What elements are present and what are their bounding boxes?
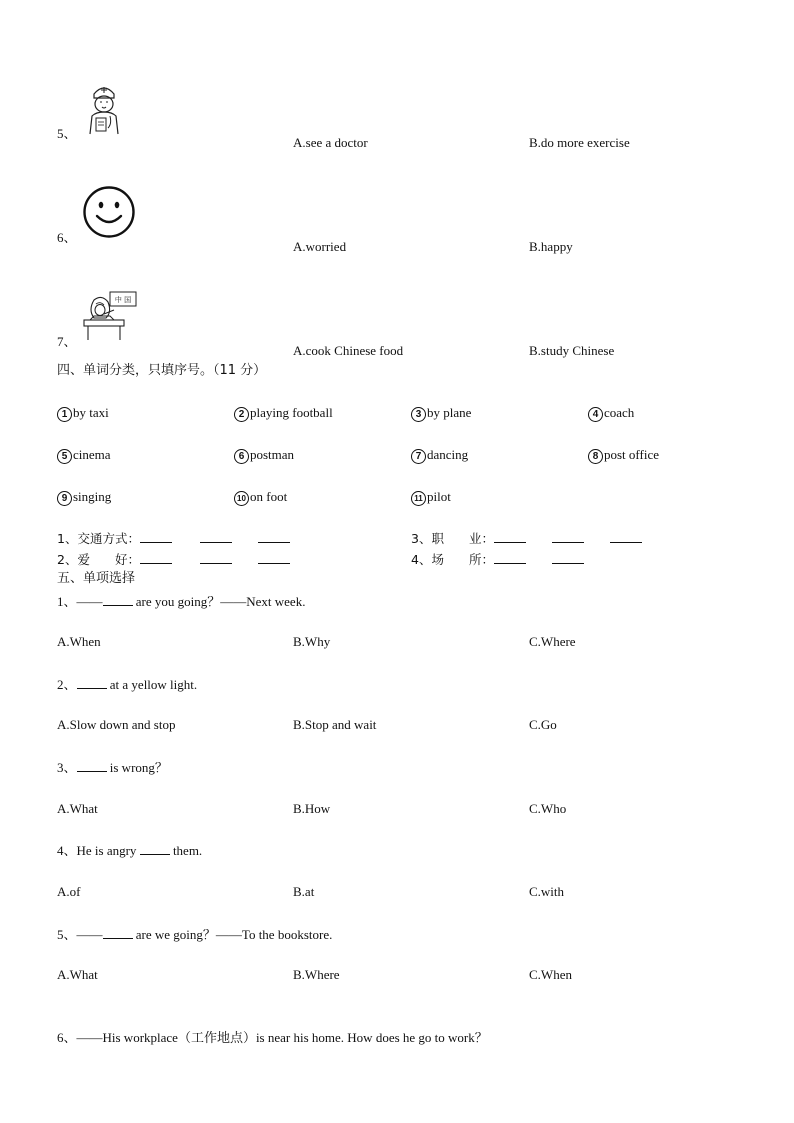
question-stem: [57, 676, 197, 693]
circled-number: 1: [57, 407, 72, 422]
circled-number: 2: [234, 407, 249, 422]
category-label: 4、场 所：: [411, 552, 494, 567]
circled-number: 3: [411, 407, 426, 422]
answer-blank[interactable]: [258, 551, 290, 564]
option-c[interactable]: C.When: [529, 967, 572, 982]
word-text: cinema: [73, 447, 111, 462]
word-text: dancing: [427, 447, 469, 462]
circled-number: 5: [57, 449, 72, 464]
question-suffix: is wrong？: [106, 760, 168, 775]
question-suffix: them.: [169, 843, 203, 858]
answer-blank[interactable]: [140, 530, 172, 543]
option-c[interactable]: C.Go: [529, 717, 557, 732]
word-text: pilot: [427, 489, 451, 504]
option-a[interactable]: A.see a doctor: [293, 135, 368, 150]
word-text: by taxi: [73, 405, 109, 420]
option-a[interactable]: A.worried: [293, 239, 347, 254]
option-a[interactable]: A.What: [57, 967, 98, 982]
answer-blank[interactable]: [552, 530, 584, 543]
word-text: coach: [604, 405, 635, 420]
doctor-icon: [84, 80, 124, 136]
word-item: [57, 489, 111, 506]
category-job: [411, 530, 642, 547]
board-text: 中 国: [114, 296, 132, 304]
word-item: [234, 447, 294, 464]
question-number: 6、: [57, 230, 77, 245]
question-number: 7、: [57, 334, 77, 349]
option-a[interactable]: A.Slow down and stop: [57, 717, 176, 732]
option-b[interactable]: B.Stop and wait: [293, 717, 377, 732]
answer-blank[interactable]: [552, 551, 584, 564]
question-stem: [57, 759, 168, 776]
option-b[interactable]: B.study Chinese: [529, 343, 615, 358]
question-prefix: 1、——: [57, 594, 103, 609]
circled-number: 9: [57, 491, 72, 506]
word-item: [588, 447, 659, 464]
option-b[interactable]: B.happy: [529, 239, 573, 254]
question-number: 5、: [57, 126, 77, 141]
question-stem: [57, 593, 305, 610]
word-item: [411, 447, 468, 464]
word-text: playing football: [250, 405, 333, 420]
word-text: postman: [250, 447, 295, 462]
answer-blank[interactable]: [258, 530, 290, 543]
word-text: post office: [604, 447, 659, 462]
circled-number: 10: [234, 491, 249, 506]
category-transport: [57, 530, 290, 547]
answer-blank[interactable]: [140, 551, 172, 564]
question-suffix: at a yellow light.: [106, 677, 198, 692]
question-suffix: are you going？——Next week.: [132, 594, 306, 609]
word-item: [411, 489, 451, 506]
circled-number: 6: [234, 449, 249, 464]
category-label: 1、交通方式：: [57, 531, 140, 546]
word-text: singing: [73, 489, 112, 504]
option-b[interactable]: B.Where: [293, 967, 340, 982]
section-title: 四、单词分类，只填序号。（11 分）: [57, 363, 267, 378]
question-prefix: 5、——: [57, 927, 103, 942]
option-b[interactable]: B.Why: [293, 634, 331, 649]
word-item: [411, 405, 471, 422]
option-c[interactable]: C.with: [529, 884, 565, 899]
question-stem: 6、——His workplace（工作地点）is near his home. How does he go to work？: [57, 1030, 488, 1045]
question-suffix: are we going？——To the bookstore.: [132, 927, 333, 942]
word-item: [234, 489, 287, 506]
answer-blank[interactable]: [103, 926, 133, 939]
answer-blank[interactable]: [610, 530, 642, 543]
option-a[interactable]: A.of: [57, 884, 81, 899]
answer-blank[interactable]: [200, 551, 232, 564]
option-b[interactable]: B.at: [293, 884, 315, 899]
student-studying-icon: [80, 290, 138, 342]
question-prefix: 4、He is angry: [57, 843, 140, 858]
question-stem: [57, 926, 332, 943]
question-prefix: 2、: [57, 677, 77, 692]
circled-number: 7: [411, 449, 426, 464]
option-c[interactable]: C.Where: [529, 634, 576, 649]
option-a[interactable]: A.What: [57, 801, 98, 816]
answer-blank[interactable]: [140, 842, 170, 855]
answer-blank[interactable]: [494, 551, 526, 564]
word-item: [234, 405, 333, 422]
option-a[interactable]: A.cook Chinese food: [293, 343, 404, 358]
question-stem: [57, 842, 202, 859]
option-b[interactable]: B.How: [293, 801, 331, 816]
word-text: on foot: [250, 489, 288, 504]
answer-blank[interactable]: [494, 530, 526, 543]
circled-number: 11: [411, 491, 426, 506]
word-item: [57, 405, 109, 422]
category-place: [411, 551, 584, 568]
answer-blank[interactable]: [77, 759, 107, 772]
question-prefix: 3、: [57, 760, 77, 775]
category-hobby: [57, 551, 290, 568]
option-a[interactable]: A.When: [57, 634, 101, 649]
answer-blank[interactable]: [77, 676, 107, 689]
word-item: [57, 447, 111, 464]
option-c[interactable]: C.Who: [529, 801, 567, 816]
option-b[interactable]: B.do more exercise: [529, 135, 630, 150]
category-label: 3、职 业：: [411, 531, 494, 546]
section-title: 五、单项选择: [57, 571, 136, 586]
answer-blank[interactable]: [103, 593, 133, 606]
answer-blank[interactable]: [200, 530, 232, 543]
smiley-face-icon: [82, 185, 136, 239]
category-label: 2、爱 好：: [57, 552, 140, 567]
word-text: by plane: [427, 405, 472, 420]
circled-number: 4: [588, 407, 603, 422]
circled-number: 8: [588, 449, 603, 464]
word-item: [588, 405, 634, 422]
